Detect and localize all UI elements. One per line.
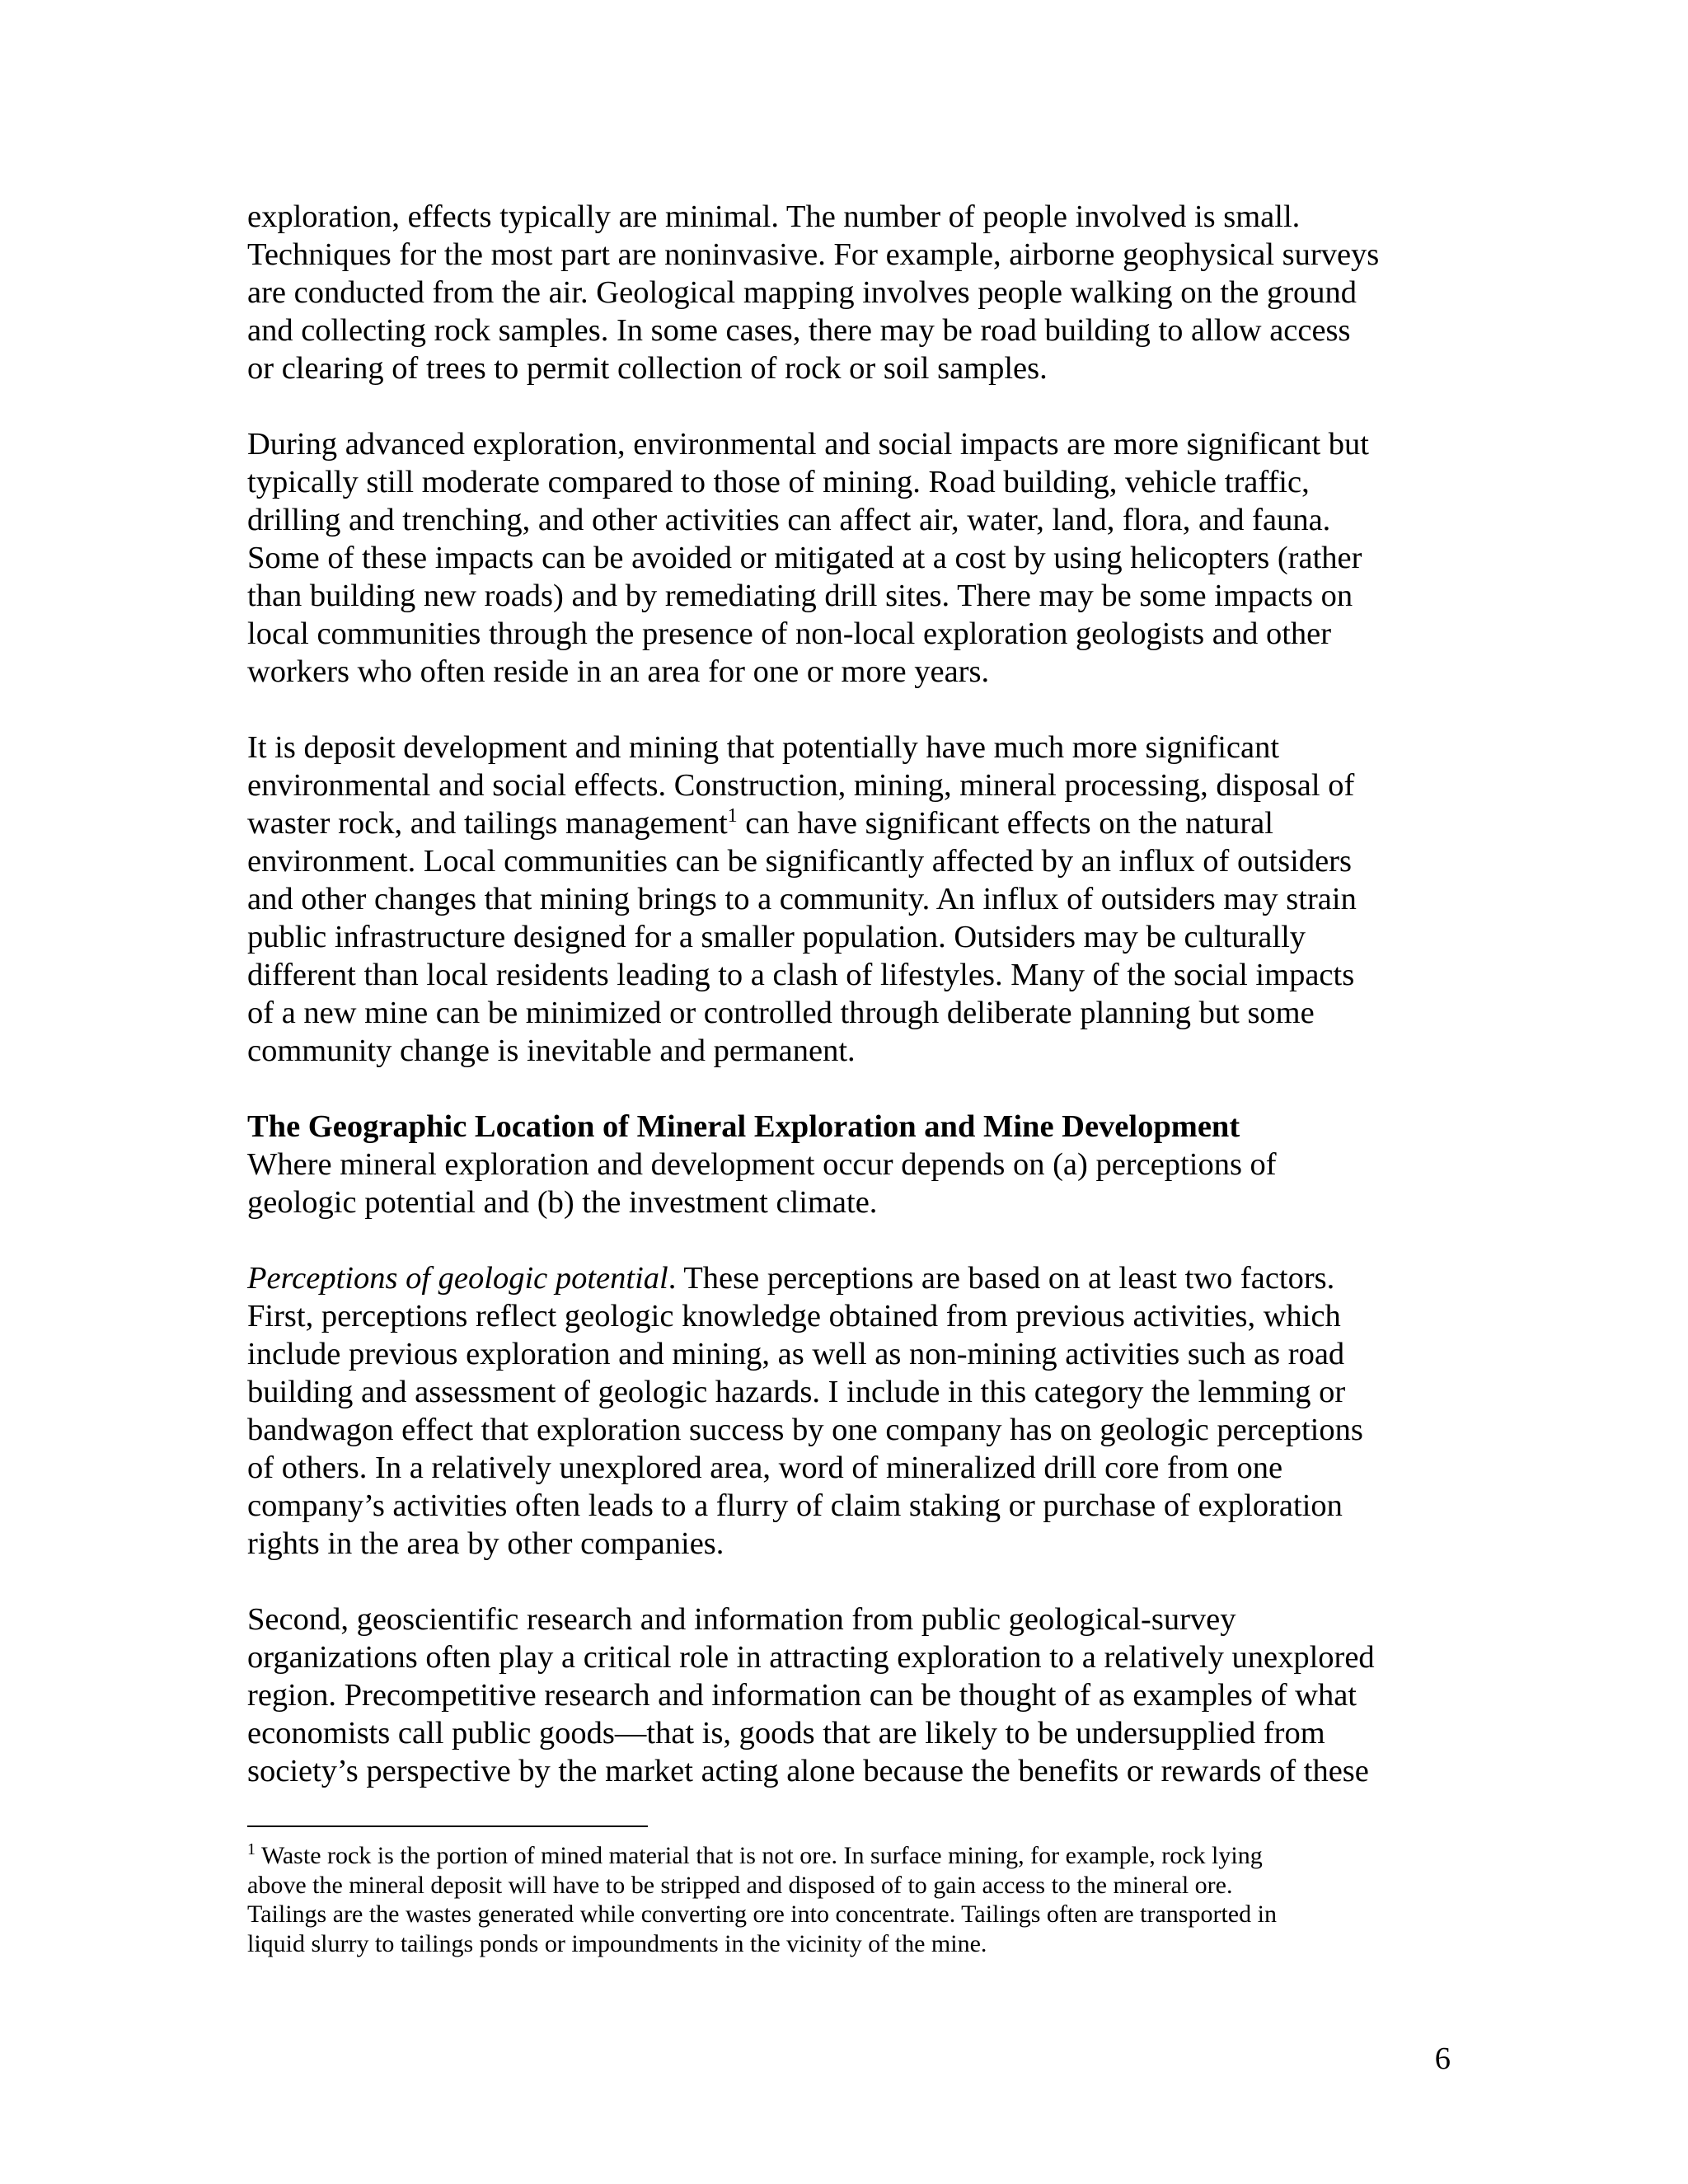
text-line: organizations often play a critical role in attracting exploration to a relatively unexplored <box>247 1640 1375 1675</box>
text-segment: waster rock, and tailings management <box>247 806 728 841</box>
text-line-with-footnote <box>247 804 1451 842</box>
text-line: geologic potential and (b) the investment climate. <box>247 1185 878 1220</box>
text-line: than building new roads) and by remediating drill sites. There may be some impacts on <box>247 579 1353 613</box>
text-line: exploration, effects typically are minimal. The number of people involved is small. <box>247 199 1301 234</box>
footnote-line <box>247 1841 1451 1871</box>
page-number: 6 <box>1434 2041 1451 2076</box>
section-heading: The Geographic Location of Mineral Exploration and Mine Development <box>247 1109 1240 1144</box>
text-line: It is deposit development and mining that potentially have much more significant <box>247 730 1280 765</box>
text-line: bandwagon effect that exploration success by one company has on geologic perceptions <box>247 1413 1363 1447</box>
text-line: economists call public goods—that is, goods that are likely to be undersupplied from <box>247 1716 1325 1750</box>
text-line: During advanced exploration, environmental and social impacts are more significant but <box>247 427 1369 462</box>
footnotes <box>247 1841 1451 1958</box>
text-line: building and assessment of geologic hazards. I include in this category the lemming or <box>247 1375 1346 1409</box>
text-line: public infrastructure designed for a smaller population. Outsiders may be culturally <box>247 920 1306 954</box>
text-line: company’s activities often leads to a flurry of claim staking or purchase of exploration <box>247 1488 1343 1523</box>
section-geographic-location <box>247 1108 1451 1221</box>
text-line <box>247 1259 1451 1297</box>
text-line: First, perceptions reflect geologic knowledge obtained from previous activities, which <box>247 1299 1341 1333</box>
text-line: community change is inevitable and permanent. <box>247 1033 856 1068</box>
text-line: Some of these impacts can be avoided or mitigated at a cost by using helicopters (rather <box>247 541 1362 575</box>
text-line: or clearing of trees to permit collection of rock or soil samples. <box>247 351 1048 386</box>
text-line: region. Precompetitive research and information can be thought of as examples of what <box>247 1678 1357 1713</box>
footnote-separator <box>247 1825 648 1827</box>
text-line: Techniques for the most part are noninvasive. For example, airborne geophysical surveys <box>247 237 1380 272</box>
text-segment: . These perceptions are based on at least two factors. <box>668 1261 1335 1296</box>
footnote-marker: 1 <box>247 1840 256 1858</box>
text-line: typically still moderate compared to those of mining. Road building, vehicle traffic, <box>247 465 1310 499</box>
footnote-line: above the mineral deposit will have to be stripped and disposed of to gain access to the mineral ore. <box>247 1871 1233 1899</box>
text-line: Second, geoscientific research and information from public geological-survey <box>247 1602 1236 1637</box>
text-line: environment. Local communities can be significantly affected by an influx of outsiders <box>247 844 1352 879</box>
footnote-line: liquid slurry to tailings ponds or impoundments in the vicinity of the mine. <box>247 1929 987 1957</box>
footnote-line: Tailings are the wastes generated while converting ore into concentrate. Tailings often are transported in <box>247 1900 1277 1928</box>
text-line: environmental and social effects. Construction, mining, mineral processing, disposal of <box>247 768 1355 803</box>
paragraph-second-factor <box>247 1601 1451 1790</box>
text-segment: can have significant effects on the natural <box>737 806 1273 841</box>
italic-run-in-heading: Perceptions of geologic potential <box>247 1261 668 1296</box>
text-line: are conducted from the air. Geological mapping involves people walking on the ground <box>247 275 1357 310</box>
text-line: and collecting rock samples. In some cases, there may be road building to allow access <box>247 313 1351 348</box>
footnote-reference: 1 <box>727 805 738 827</box>
text-line: Where mineral exploration and development occur depends on (a) perceptions of <box>247 1147 1277 1182</box>
text-line: of others. In a relatively unexplored area, word of mineralized drill core from one <box>247 1451 1283 1485</box>
text-line: local communities through the presence of non-local exploration geologists and other <box>247 616 1332 651</box>
text-line: society’s perspective by the market acting alone because the benefits or rewards of these <box>247 1754 1369 1788</box>
paragraph-early-exploration <box>247 198 1451 387</box>
paragraph-perceptions <box>247 1259 1451 1563</box>
text-line: of a new mine can be minimized or controlled through deliberate planning but some <box>247 996 1315 1030</box>
text-line: and other changes that mining brings to a community. An influx of outsiders may strain <box>247 882 1357 916</box>
text-line: workers who often reside in an area for one or more years. <box>247 654 990 689</box>
text-line: drilling and trenching, and other activities can affect air, water, land, flora, and fauna. <box>247 503 1331 537</box>
text-segment: Waste rock is the portion of mined material that is not ore. In surface mining, for example, rock lying <box>256 1842 1263 1869</box>
paragraph-deposit-development <box>247 729 1451 1070</box>
text-line: rights in the area by other companies. <box>247 1526 724 1561</box>
paragraph-advanced-exploration <box>247 425 1451 691</box>
text-line: include previous exploration and mining, as well as non-mining activities such as road <box>247 1337 1345 1371</box>
body-text <box>247 198 1451 1790</box>
text-line: different than local residents leading to a clash of lifestyles. Many of the social impacts <box>247 958 1355 992</box>
